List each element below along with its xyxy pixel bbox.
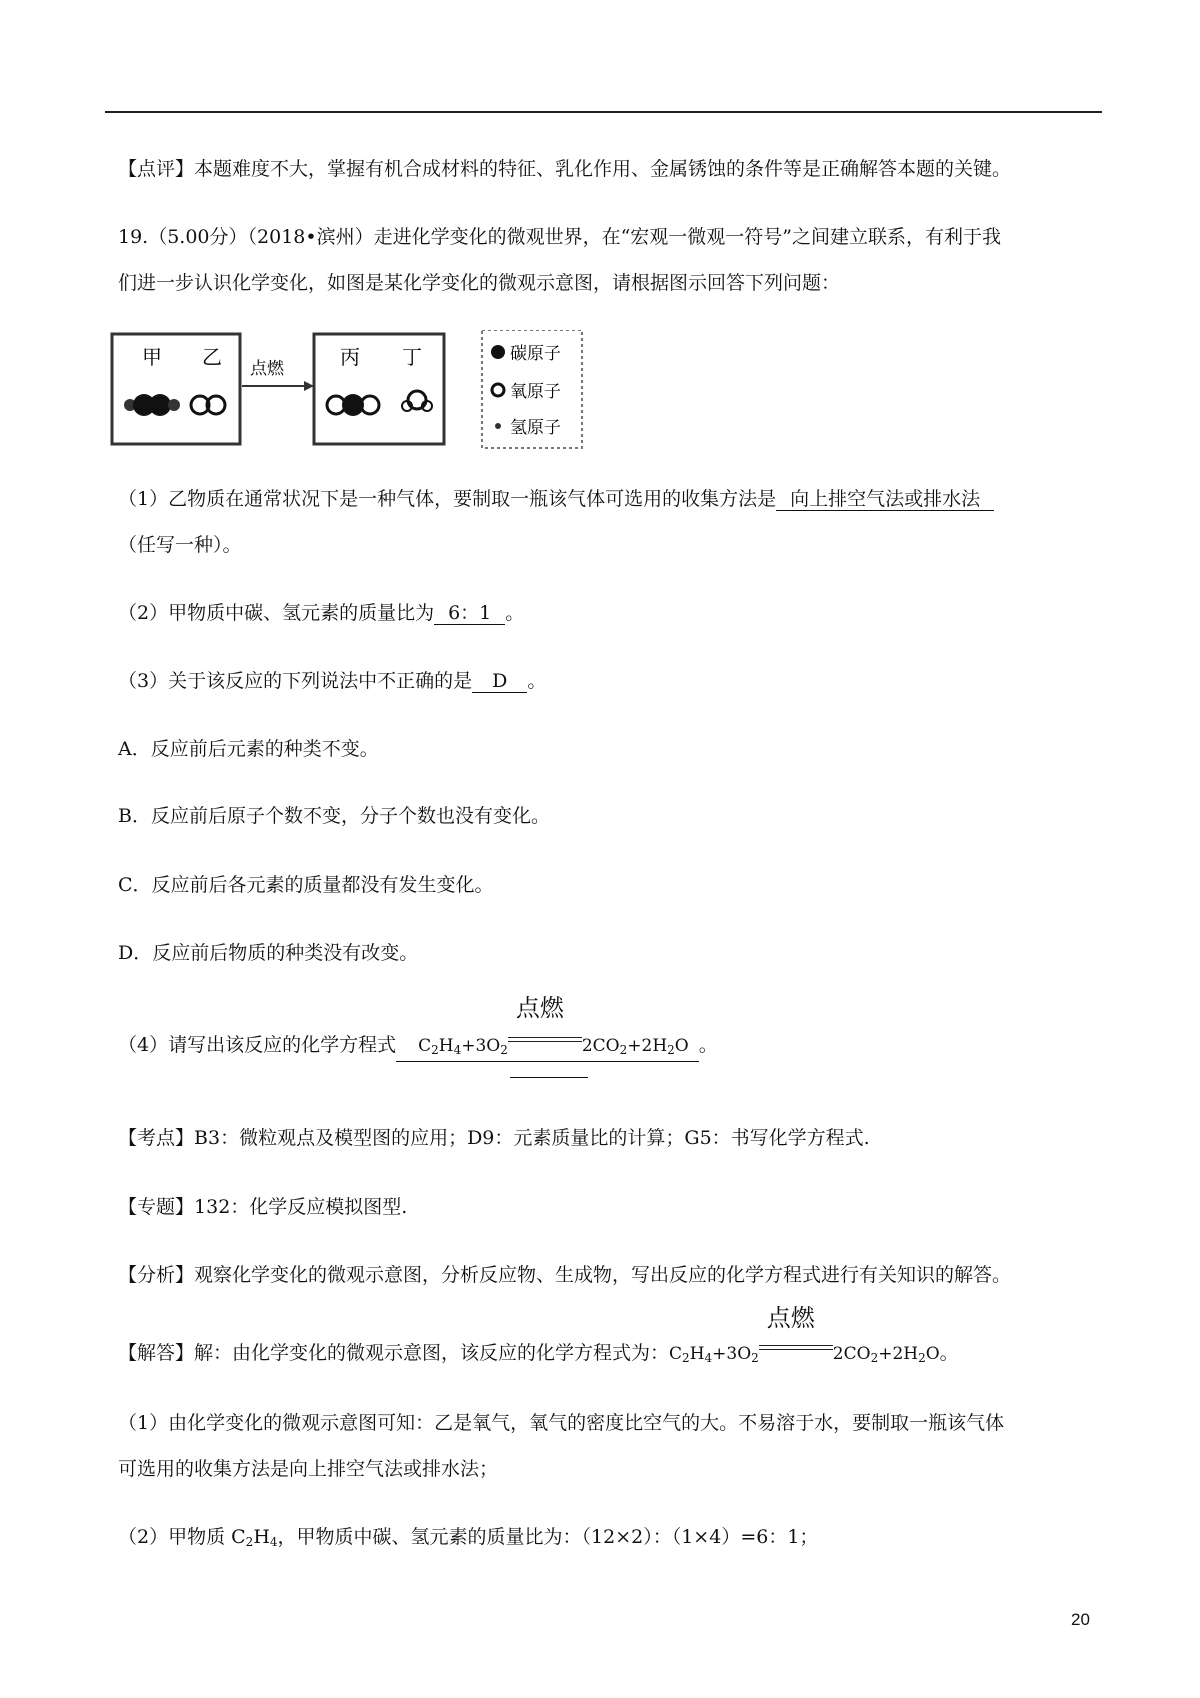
kaodian-line: 【考点】B3：微粒观点及模型图的应用；D9：元素质量比的计算；G5：书写化学方程式. — [118, 1127, 870, 1149]
comment-line: 【点评】本题难度不大，掌握有机合成材料的特征、乳化作用、金属锈蚀的条件等是正确解答本题的关键。 — [118, 158, 1012, 180]
arrow-label: 点燃 — [250, 359, 284, 379]
q1-line-2: （任写一种）。 — [118, 534, 242, 556]
reaction-condition: 点燃 — [508, 1027, 582, 1051]
product-box — [314, 334, 444, 444]
jieda-equation: $C_2H_4+3O_2$ 点燃 $2CO_2+2H_2O$ — [669, 1304, 940, 1365]
ans1-line-2: 可选用的收集方法是向上排空气法或排水法； — [118, 1458, 499, 1480]
zhuanti-line: 【专题】132：化学反应模拟图型. — [118, 1196, 408, 1218]
ans1-line-1: （1）由化学变化的微观示意图可知：乙是氧气，氧气的密度比空气的大。不易溶于水，要制取一瓶该气体 — [118, 1412, 1005, 1434]
q4-answer-underline-2 — [510, 1077, 588, 1078]
legend-oxygen: 氧原子 — [510, 382, 561, 402]
option-b: B．反应前后原子个数不变，分子个数也没有变化。 — [118, 805, 550, 827]
q4-line: （4）请写出该反应的化学方程式 $C_2H_4+3O_2$ 点燃 $2CO_2+2H_2O$ 。 — [118, 1027, 718, 1062]
q1-line-1: （1）乙物质在通常状况下是一种气体，要制取一瓶该气体可选用的收集方法是 向上排空气法或排水法 — [118, 486, 994, 512]
hydrogen-atom-icon — [495, 423, 501, 429]
q3-line: （3）关于该反应的下列说法中不正确的是 D 。 — [118, 670, 547, 692]
option-c: C．反应前后各元素的质量都没有发生变化。 — [118, 874, 494, 896]
label-ding: 丁 — [402, 345, 422, 369]
ethylene-molecule — [124, 394, 180, 416]
label-yi: 乙 — [202, 345, 222, 369]
label-bing: 丙 — [340, 345, 360, 369]
q4-answer: $C_2H_4+3O_2$ 点燃 $2CO_2+2H_2O$ — [396, 1027, 699, 1062]
page-number: 20 — [1071, 1610, 1090, 1629]
option-d: D．反应前后物质的种类没有改变。 — [118, 942, 419, 964]
jieda-line: 【解答】解：由化学变化的微观示意图，该反应的化学方程式为：$C_2H_4+3O_2$ 点燃 $2CO_2+2H_2O$。 — [118, 1304, 959, 1365]
fenxi-line: 【分析】观察化学变化的微观示意图，分析反应物、生成物，写出反应的化学方程式进行有关知识的解答。 — [118, 1264, 1012, 1286]
oxygen-molecule — [191, 396, 225, 414]
legend-hydrogen: 氢原子 — [510, 418, 561, 438]
carbon-dioxide-molecule — [327, 394, 379, 416]
header-rule — [105, 111, 1102, 113]
q1-answer: 向上排空气法或排水法 — [776, 488, 994, 511]
option-a: A．反应前后元素的种类不变。 — [118, 738, 379, 760]
legend-carbon: 碳原子 — [510, 344, 561, 364]
question-line-2: 们进一步认识化学变化，如图是某化学变化的微观示意图，请根据图示回答下列问题： — [118, 272, 841, 294]
q2-answer: 6：1 — [434, 602, 505, 625]
question-line-1: 19.（5.00分）（2018•滨州）走进化学变化的微观世界，在“宏观一微观一符号”之间建立联系，有利于我 — [118, 226, 1002, 248]
label-jia: 甲 — [142, 345, 162, 369]
water-molecule — [402, 391, 432, 411]
carbon-atom-icon — [491, 345, 505, 359]
q3-answer: D — [472, 670, 527, 693]
reaction-diagram — [110, 330, 650, 450]
oxygen-atom-icon — [492, 384, 504, 396]
q2-line: （2）甲物质中碳、氢元素的质量比为 6：1 。 — [118, 602, 525, 624]
jieda-condition: 点燃 — [759, 1335, 833, 1359]
ans2-line: （2）甲物质 $C_2H_4$，甲物质中碳、氢元素的质量比为：（12×2）：（1×4）=6：1； — [118, 1526, 819, 1549]
